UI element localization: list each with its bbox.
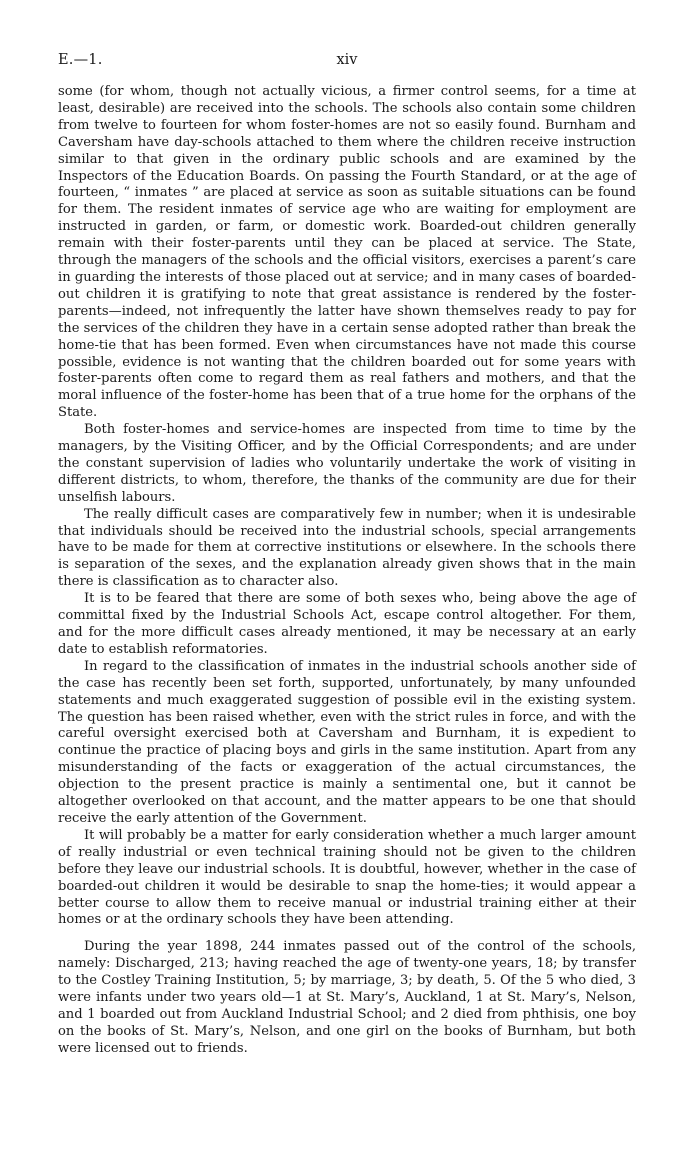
paragraph: Both foster-homes and service-homes are inspected from time to time by the managers, by the Visiting Officer, and by the Official Correspondents; and are under the constant supervision of ladies who voluntarily undertake the work of visiting in different districts, to whom, therefore, the thanks of the community are due for their unselfish labours. — [58, 422, 636, 505]
paragraph: The really difficult cases are comparatively few in number; when it is undesirable that individuals should be received into the industrial schools, special arrangements have to be made for them at corrective institutions or elsewhere. In the schools there is separation of the sexes, and the explanation already given shows that in the main there is classification as to character also. — [58, 506, 636, 590]
paragraph: It will probably be a matter for early consideration whether a much larger amount of really industrial or even technical training should not be given to the children before they leave our industrial schools. It is doubtful, however, whether in the case of boarded-out children it would be desirable to snap the home-ties; it would appear a better course to allow them to receive manual or industrial training either at their homes or at the ordinary schools they have been attending. — [58, 827, 636, 928]
paragraph: In regard to the classification of inmates in the industrial schools another side of the case has recently been set forth, supported, unfortunately, by many unfounded statements and much exaggerated suggestion of possible evil in the existing system. The question has been raised whether, even with the strict rules in force, and with the careful oversight exercised both at Caversham and Burnham, it is expedient to continue the practice of placing boys and girls in the same institution. Apart from any misunderstanding of the facts or exaggeration of the actual circumstances, the objection to the present practice is mainly a sentimental one, but it cannot be altogether overlooked on that account, and the matter appears to be one that should receive the early attention of the Government. — [58, 658, 636, 826]
paragraph: It is to be feared that there are some of both sexes who, being above the age of committal fixed by the Industrial Schools Act, escape control altogether. For them, and for the more difficult cases already mentioned, it may be necessary at an early date to establish reformatories. — [58, 591, 636, 657]
paragraph: During the year 1898, 244 inmates passed out of the control of the schools, namely: Discharged, 213; having reached the age of twenty-one years, 18; by transfer to the Costley Training Institution, 5; by marriage, 3; by death, 5. Of the 5 who died, 3 were infants under two years old—1 at St. Mary’s, Auckland, 1 at St. Mary’s, Nelson, and 1 boarded out from Auckland Industrial School; and 2 died from phthisis, one boy on the books of St. Mary’s, Nelson, and one girl on the books of Burnham, but both were licensed out to friends. — [58, 939, 636, 1056]
document-page — [58, 52, 636, 1058]
paragraph: some (for whom, though not actually vicious, a firmer control seems, for a time at least, desirable) are received into the schools. The schools also contain some children from twelve to fourteen for whom foster-homes are not so easily found. Burnham and Caversham have day-schools attached to them where the children receive instruction similar to that given in the ordinary public schools and are examined by the Inspectors of the Education Boards. On passing the Fourth Standard, or at the age of fourteen, “ inmates ” are placed at service as soon as suitable situations can be found for them. The resident inmates of service age who are waiting for employment are instructed in garden, or farm, or domestic work. Boarded-out children generally remain with their foster-parents until they can be placed at service. The State, through the managers of the schools and the official visitors, exercises a parent’s care in guarding the interests of those placed out at service; and in many cases of boarded-out children it is gratifying to note that great assistance is rendered by the foster-parents—indeed, not infrequently the latter have shown themselves ready to pay for the services of the children they have in a certain sense adopted rather than break the home-tie that has been formed. Even when circumstances have not made this course possible, evidence is not wanting that the children boarded out for some years with foster-parents often come to regard them as real fathers and mothers, and that the moral influence of the foster-home has been that of a true home for the orphans of the State. — [58, 84, 636, 421]
page-number: xiv — [336, 52, 358, 68]
page-header — [58, 52, 636, 74]
page-reference: E.—1. — [58, 52, 103, 68]
